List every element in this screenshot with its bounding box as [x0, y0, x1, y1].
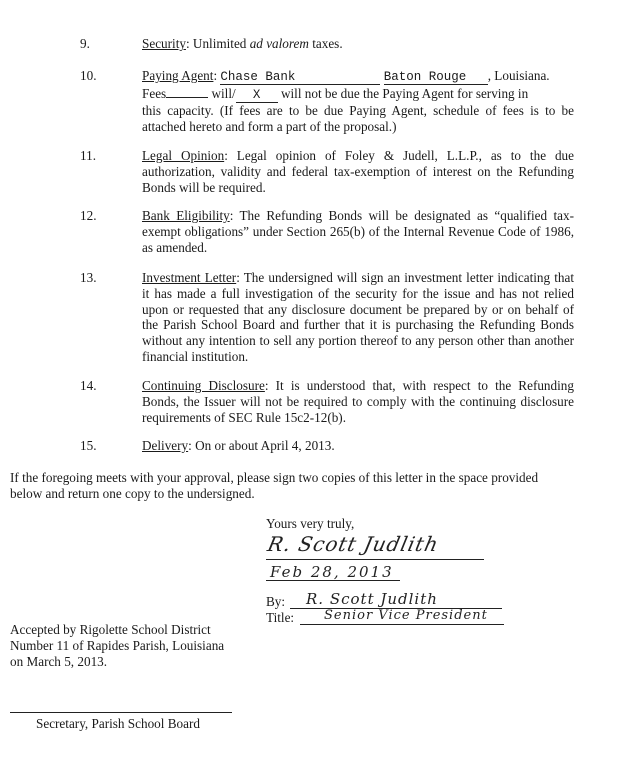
item-title: Security: [142, 36, 186, 51]
secretary-signature-line: [10, 712, 232, 713]
item-number: 14.: [80, 378, 97, 393]
title-value: Senior Vice President: [324, 608, 488, 623]
will-not-mark: X: [236, 89, 278, 103]
item-number: 11.: [80, 148, 96, 163]
date-line: [266, 580, 400, 581]
acceptance-line-1: Accepted by Rigolette School District: [10, 622, 211, 637]
item-number: 13.: [80, 270, 97, 285]
item-title: Continuing Disclosure: [142, 378, 265, 393]
signature-line: [266, 559, 484, 560]
item-title: Paying Agent: [142, 68, 214, 83]
item-title: Legal Opinion: [142, 148, 225, 163]
title-label: Title:: [266, 610, 295, 625]
by-label: By:: [266, 594, 286, 609]
fees-blank: [166, 85, 208, 98]
item-number: 12.: [80, 208, 97, 223]
item-number: 9.: [80, 36, 90, 51]
title-line: [300, 624, 504, 625]
yours-very-truly: Yours very truly,: [266, 516, 355, 531]
handwritten-date: Feb 28, 2013: [270, 563, 394, 581]
paying-agent-field: Chase Bank: [220, 71, 380, 85]
paying-agent-city-field: Baton Rouge: [384, 71, 488, 85]
secretary-label: Secretary, Parish School Board: [36, 716, 200, 731]
item-title: Bank Eligibility: [142, 208, 230, 223]
item-number: 15.: [80, 438, 97, 453]
by-signature: R. Scott Judlith: [306, 590, 438, 608]
closing-paragraph: If the foregoing meets with your approval, please sign two copies of this letter in the space provided below and return one copy to the undersigned.: [10, 470, 539, 501]
handwritten-signature: R. Scott Judlith: [265, 532, 442, 556]
acceptance-block: [10, 622, 224, 670]
item-title: Delivery: [142, 438, 189, 453]
acceptance-line-3: on March 5, 2013.: [10, 654, 108, 669]
acceptance-line-2: Number 11 of Rapides Parish, Louisiana: [10, 638, 225, 653]
item-number: 10.: [80, 68, 97, 83]
item-title: Investment Letter: [142, 270, 237, 285]
